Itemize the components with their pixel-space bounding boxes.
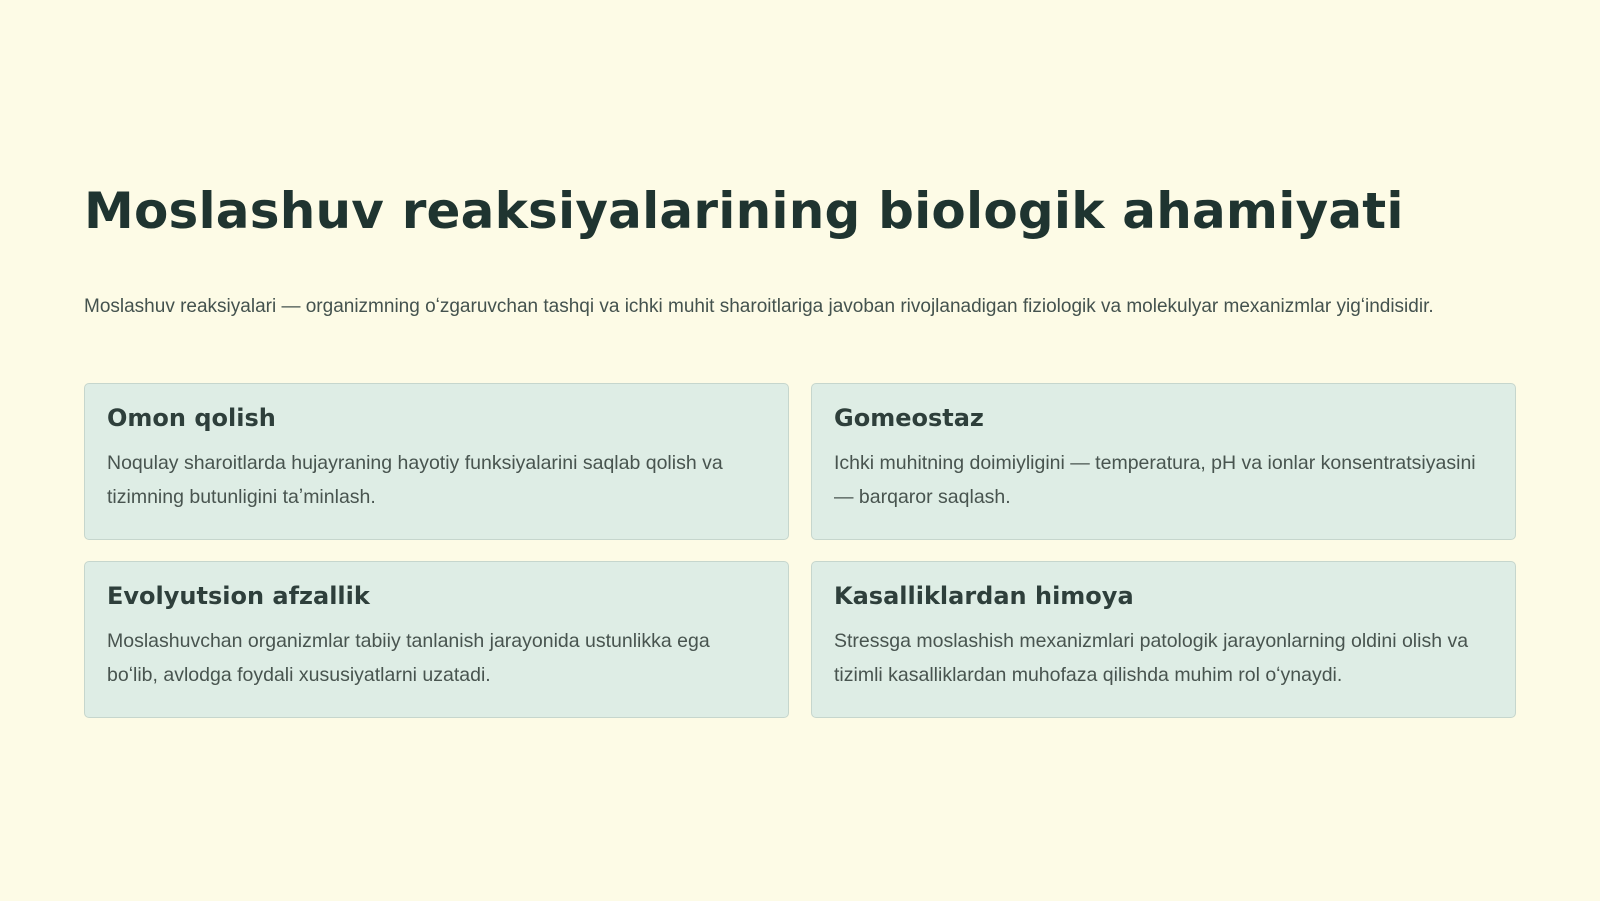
intro-paragraph: Moslashuv reaksiyalari — organizmning oʻzgaruvchan tashqi va ichki muhit sharoitlariga javoban rivojlanadigan fiziologik va molekulyar mexanizmlar yigʻindisidir. xyxy=(84,296,1434,317)
card-title: Omon qolish xyxy=(107,404,276,432)
card-title: Gomeostaz xyxy=(834,404,984,432)
cards-grid xyxy=(84,383,1516,718)
card-title: Kasalliklardan himoya xyxy=(834,582,1134,610)
card-text: Ichki muhitning doimiyligini — temperatura, pH va ionlar konsentratsiyasini — barqaror saqlash. xyxy=(834,452,1476,508)
card-evolutionary-advantage xyxy=(84,561,789,718)
card-survival xyxy=(84,383,789,540)
card-disease-protection xyxy=(811,561,1516,718)
card-homeostasis xyxy=(811,383,1516,540)
card-text: Noqulay sharoitlarda hujayraning hayotiy funksiyalarini saqlab qolish va tizimning butunligini taʼminlash. xyxy=(107,452,723,508)
card-title: Evolyutsion afzallik xyxy=(107,582,370,610)
card-text: Moslashuvchan organizmlar tabiiy tanlanish jarayonida ustunlikka ega boʻlib, avlodga foydali xususiyatlarni uzatadi. xyxy=(107,630,710,686)
card-text: Stressga moslashish mexanizmlari patologik jarayonlarning oldini olish va tizimli kasalliklardan muhofaza qilishda muhim rol oʻynaydi. xyxy=(834,630,1469,686)
slide-title: Moslashuv reaksiyalarining biologik ahamiyati xyxy=(84,182,1404,240)
